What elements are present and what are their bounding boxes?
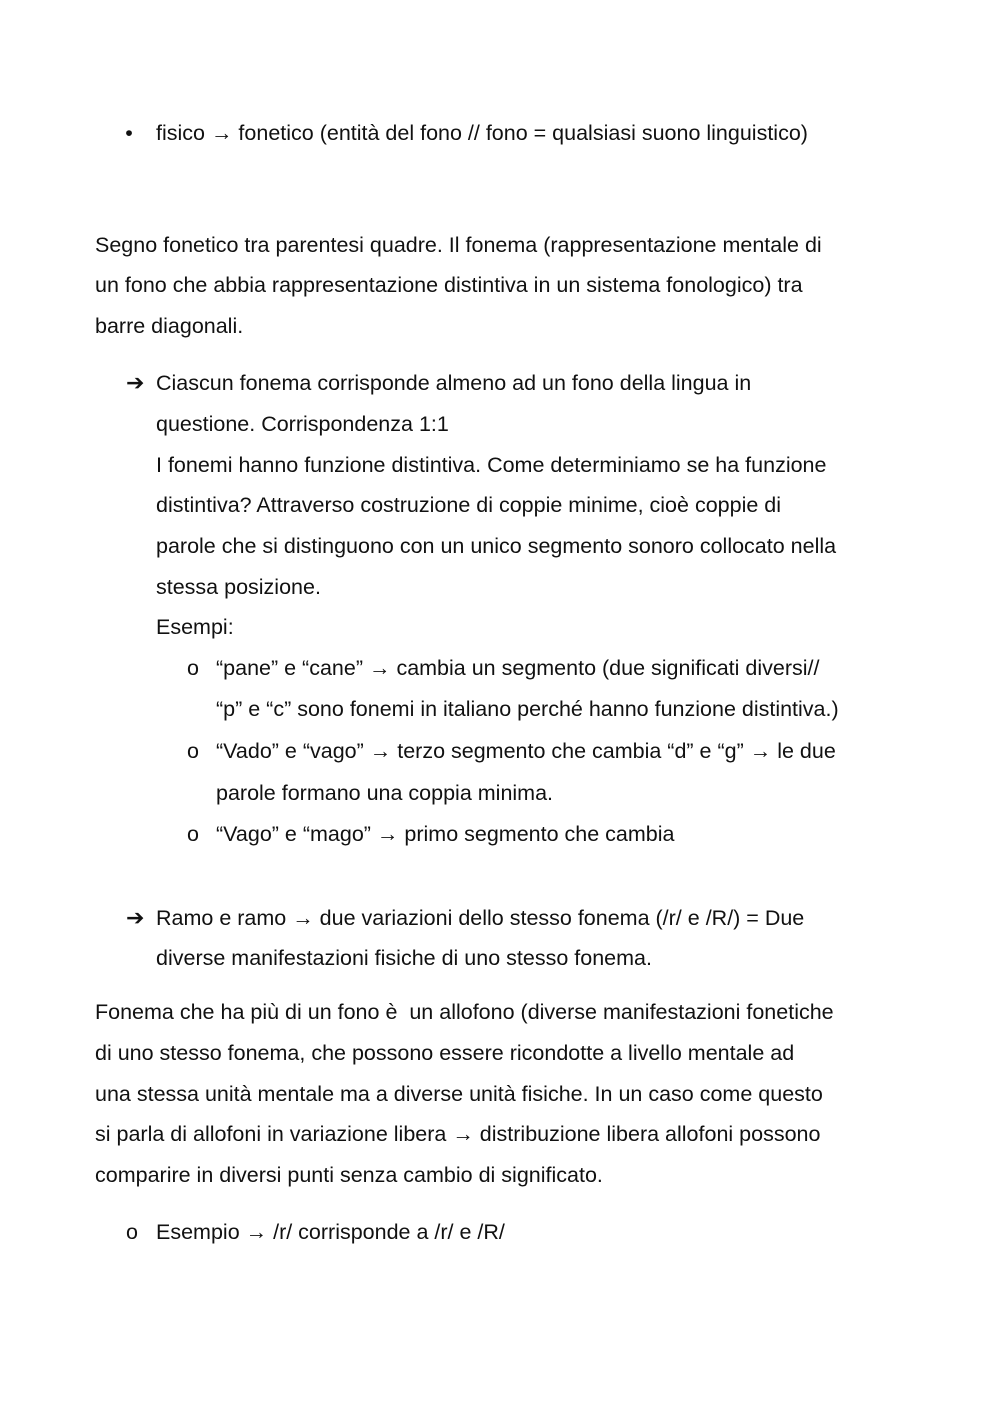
paragraph-line: Fonema che ha più di un fono è un allofono (diverse manifestazioni fonetiche xyxy=(95,1000,834,1024)
paragraph-line: di uno stesso fonema, che possono essere ricondotte a livello mentale ad xyxy=(95,1041,795,1065)
arrow-item-line: distintiva? Attraverso costruzione di coppie minime, cioè coppie di xyxy=(156,493,782,517)
paragraph-line: una stessa unità mentale ma a diverse unità fisiche. In un caso come questo xyxy=(95,1082,823,1106)
example-line: Esempio → /r/ corrisponde a /r/ e /R/ xyxy=(156,1220,505,1244)
sub-bullet-marker: o xyxy=(187,656,199,680)
arrow-item-line: stessa posizione. xyxy=(156,575,321,599)
arrow-item-line: Ciascun fonema corrisponde almeno ad un fono della lingua in xyxy=(156,371,752,395)
bullet-text: fisico → fonetico (entità del fono // fono = qualsiasi suono linguistico) xyxy=(156,121,808,145)
example-line: “p” e “c” sono fonemi in italiano perché hanno funzione distintiva.) xyxy=(216,697,839,721)
example-line: “Vado” e “vago” → terzo segmento che cambia “d” e “g” → le due xyxy=(216,739,836,763)
sub-bullet-marker: o xyxy=(126,1220,138,1244)
example-line: “pane” e “cane” → cambia un segmento (due significati diversi// xyxy=(216,656,820,680)
paragraph-line: comparire in diversi punti senza cambio di significato. xyxy=(95,1163,603,1187)
paragraph-line: Segno fonetico tra parentesi quadre. Il fonema (rappresentazione mentale di xyxy=(95,233,822,257)
arrow-item-line: I fonemi hanno funzione distintiva. Come determiniamo se ha funzione xyxy=(156,453,827,477)
arrow-item-line: questione. Corrispondenza 1:1 xyxy=(156,412,449,436)
example-line: parole formano una coppia minima. xyxy=(216,781,554,805)
arrow-item-line: diverse manifestazioni fisiche di uno stesso fonema. xyxy=(156,946,652,970)
bullet-marker: • xyxy=(125,121,133,145)
arrow-item-line: parole che si distinguono con un unico segmento sonoro collocato nella xyxy=(156,534,837,558)
arrow-bullet-icon: ➔ xyxy=(126,370,145,395)
arrow-bullet-icon: ➔ xyxy=(126,905,145,930)
arrow-item-line: Ramo e ramo → due variazioni dello stesso fonema (/r/ e /R/) = Due xyxy=(156,906,805,930)
sub-bullet-marker: o xyxy=(187,822,199,846)
paragraph-line: barre diagonali. xyxy=(95,314,244,338)
paragraph-line: un fono che abbia rappresentazione distintiva in un sistema fonologico) tra xyxy=(95,273,803,297)
arrow-item-line: Esempi: xyxy=(156,615,234,639)
paragraph-line: si parla di allofoni in variazione libera → distribuzione libera allofoni possono xyxy=(95,1122,821,1146)
example-line: “Vago” e “mago” → primo segmento che cambia xyxy=(216,822,675,846)
sub-bullet-marker: o xyxy=(187,739,199,763)
